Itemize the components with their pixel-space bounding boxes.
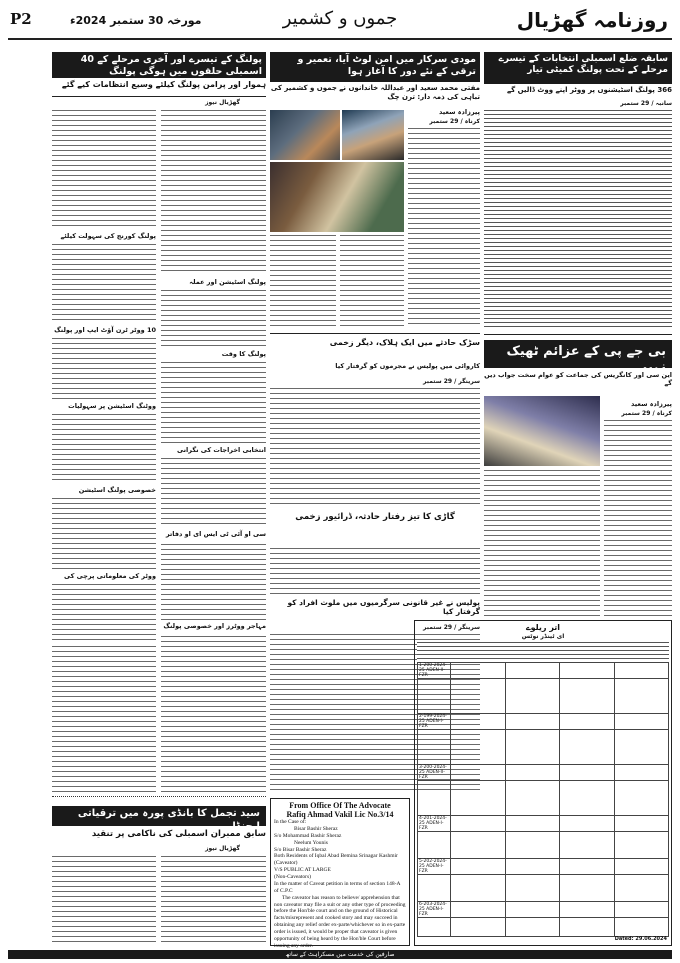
article-text-block bbox=[604, 420, 672, 616]
article-text-block bbox=[161, 290, 266, 348]
news-photo bbox=[342, 110, 404, 160]
article-text-block bbox=[52, 110, 156, 230]
table-row bbox=[418, 859, 669, 875]
notice-line: In the matter of Caveat petition in terms of section 148-A of C.P.C bbox=[274, 880, 401, 894]
article-text-block bbox=[270, 235, 336, 328]
article-text-block bbox=[408, 128, 480, 328]
article-text-block bbox=[161, 110, 266, 275]
tender-ref: 5-202-2024-25 ADEN-I-FZR bbox=[418, 859, 451, 875]
table-row bbox=[418, 730, 669, 765]
table-row bbox=[418, 781, 669, 816]
left-subhead-5: ووٹنگ اسٹیشن پر سہولیات bbox=[68, 402, 156, 410]
table-row bbox=[418, 663, 669, 679]
article-text-block bbox=[161, 544, 266, 620]
center-mid-dateline-2: سرینگر / 29 ستمبر bbox=[423, 624, 480, 631]
notice-title: From Office Of The Advocate bbox=[289, 801, 391, 810]
table-row bbox=[418, 679, 669, 714]
center-headline: مودی سرکار میں امن لوٹ آیا، تعمیر و ترقی کے نئے دور کا آغاز ہوا bbox=[270, 52, 480, 82]
bottom-left-byline: گھڑیال نیوز bbox=[205, 845, 240, 852]
left-headline: پولنگ کے تیسرے اور آخری مرحلے کے 40 اسمبلی حلقوں میں ہوگی پولنگ bbox=[52, 52, 266, 78]
bottom-left-headline: سید تجمل کا بانڈی پورہ میں ترقیاتی ایجنڈا bbox=[52, 806, 266, 826]
page-number: P2 bbox=[10, 10, 32, 28]
notice-line: S/o Mohammad Bashir Sheraz bbox=[274, 832, 342, 839]
article-text-block bbox=[52, 498, 156, 570]
tender-ref: 3-200-2024-25 ADEN-II-FZR bbox=[418, 765, 451, 781]
article-text-block bbox=[484, 470, 600, 616]
tender-notice bbox=[414, 620, 672, 946]
table-row bbox=[418, 875, 669, 902]
center-dateline: کرناہ / 29 ستمبر bbox=[429, 118, 480, 125]
tender-title: اتر ریلوے bbox=[525, 623, 561, 632]
table-row bbox=[418, 765, 669, 781]
tender-ref: 4-201-2024-25 ADEN-I-FZR bbox=[418, 816, 451, 832]
center-mid-headline: سڑک حادثے میں ایک ہلاک، دیگر زخمی bbox=[329, 338, 480, 347]
article-text-block bbox=[52, 856, 156, 946]
tender-ref: 1-200-2024-25 ADEN-II-FZR bbox=[418, 663, 451, 679]
center-mid-dateline: سرینگر / 29 ستمبر bbox=[423, 378, 480, 385]
divider bbox=[270, 333, 480, 334]
center-mid-headline-2: پولیس نے غیر قانونی سرگرمیوں میں ملوث افراد کو گرفتار کیا bbox=[287, 598, 480, 617]
bottom-left-subhead: سابق ممبران اسمبلی کی ناکامی پر تنقید bbox=[91, 829, 266, 839]
center-byline: پیرزادہ سعید bbox=[439, 108, 480, 116]
politician-photo bbox=[484, 396, 600, 466]
right-middle-headline: بی جے پی کے عزائم ٹھیک نہیں bbox=[484, 340, 672, 368]
article-text-block bbox=[52, 338, 156, 400]
article-text-block bbox=[161, 856, 266, 946]
article-text-block bbox=[270, 548, 480, 596]
table-row bbox=[418, 918, 669, 937]
article-text-block bbox=[52, 646, 156, 792]
table-row bbox=[418, 816, 669, 832]
divider bbox=[52, 96, 266, 97]
newspaper-name: روزنامہ گھڑیال bbox=[516, 8, 668, 32]
notice-subtitle: Rafiq Ahmad Vakil Lic No.3/14 bbox=[286, 810, 394, 819]
right-middle-byline: پیرزادہ سعید bbox=[631, 400, 672, 408]
news-photo bbox=[270, 110, 340, 160]
issue-date: مورخہ 30 ستمبر 2024ء bbox=[70, 14, 202, 27]
right-middle-dateline: کرناہ / 29 ستمبر bbox=[621, 410, 672, 417]
tender-table bbox=[417, 662, 669, 937]
table-row bbox=[418, 832, 669, 859]
right-top-subhead: 366 پولنگ اسٹیشنوں پر ووٹر اپنے ووٹ ڈالیں گے bbox=[507, 86, 672, 94]
right-top-dateline: سانبہ / 29 ستمبر bbox=[620, 100, 672, 107]
notice-line: Both Residents of Iqbal Abad Bemina Srinagar Kashmir bbox=[274, 853, 398, 860]
article-text-block bbox=[161, 636, 266, 792]
left-subhead-6: انتخابی اخراجات کی نگرانی bbox=[177, 446, 266, 454]
rally-photo bbox=[270, 162, 404, 232]
center-mid-subhead: کاروائی میں پولیس نے مجرموں کو گرفتار کیا bbox=[335, 362, 480, 370]
article-text-block bbox=[484, 110, 672, 330]
table-row bbox=[418, 902, 669, 918]
footer-slogan: صارفین کی خدمت میں مسکراہٹ کے ساتھ bbox=[8, 950, 672, 959]
divider bbox=[52, 796, 266, 800]
left-subhead-2: 10 ووٹر ٹرن آؤٹ ایپ اور پولنگ bbox=[54, 326, 156, 334]
notice-line: In the Case of: bbox=[274, 819, 307, 825]
left-subhead: ہموار اور پرامن پولنگ کیلئے وسیع انتظامات کیے گئے bbox=[61, 80, 266, 89]
table-row bbox=[418, 714, 669, 730]
left-subhead-9: ووٹر کی معلوماتی پرچی کی bbox=[64, 572, 156, 580]
left-byline: گھڑیال نیوز bbox=[205, 99, 240, 106]
article-text-block bbox=[52, 414, 156, 484]
left-subhead-1: پولنگ کورنج کی سہولت کیلئے bbox=[60, 232, 156, 240]
advocate-notice bbox=[270, 798, 410, 949]
article-text-block bbox=[340, 235, 404, 328]
article-text-block bbox=[270, 388, 480, 508]
left-subhead-7: خصوصی پولنگ اسٹیشن bbox=[78, 486, 156, 494]
tender-subtitle: ای ٹینڈر نوٹس bbox=[521, 633, 565, 640]
tender-intro-text bbox=[417, 642, 669, 660]
article-text-block bbox=[52, 244, 156, 324]
article-text-block bbox=[52, 584, 156, 644]
article-text-block bbox=[161, 362, 266, 444]
notice-line: S/o Bisar Bashir Sheraz bbox=[274, 846, 327, 853]
notice-line: (Caveator) bbox=[274, 860, 298, 867]
notice-line: The caveator has reason to believe/ apprehension that non caveator may file a suit or any other type of proceeding before the Hon'ble court and on the ground of Historical facts/misrepresent and cooked story and may succeed in obtaining any relief order ex-parte/whichever so in ex-parte order is issued, it would be proper that caveator is given opportunity of being heard by the Hon'ble Court before issuing any order. bbox=[274, 894, 406, 949]
right-top-headline: سابقہ ضلع اسمبلی انتخابات کے تیسرے مرحلے کے تحت پولنگ کمیٹی تیار bbox=[484, 52, 672, 84]
notice-line: Bisar Bashir Sheraz bbox=[294, 825, 338, 832]
tender-dated: Dated: 29.06.2024 bbox=[614, 936, 667, 942]
left-subhead-3: پولنگ اسٹیشن اور عملہ bbox=[189, 278, 266, 286]
tender-ref: 6-203-2024-25 ADEN-I-FZR bbox=[418, 902, 451, 918]
article-text-block bbox=[161, 458, 266, 528]
left-subhead-10: مہاجر ووٹرز اور خصوصی پولنگ bbox=[163, 622, 266, 630]
region-title: جموں و کشمیر bbox=[282, 8, 398, 29]
center-subhead: مفتی محمد سعید اور عبداللہ خاندانوں نے جموں و کشمیر کی تباہی کی ذمہ دار: ترن چگ bbox=[270, 84, 480, 101]
notice-line: Neelum Younis bbox=[294, 839, 328, 846]
center-mid-subhead-2: گاڑی کا تیز رفتار حادثہ، ڈرائیور زخمی bbox=[295, 512, 455, 522]
notice-line: (Non-Caveators) bbox=[274, 874, 311, 880]
left-subhead-4: پولنگ کا وقت bbox=[221, 350, 266, 358]
notice-line: V/S PUBLIC AT LARGE bbox=[274, 867, 331, 874]
tender-ref: 2-199-2024-25 ADEN-I-FZR bbox=[418, 714, 451, 730]
right-middle-subhead: این سی اور کانگریس کی جماعت کو عوام سخت جواب دیں گے bbox=[484, 371, 672, 388]
divider bbox=[484, 334, 672, 335]
left-subhead-8: سی او آئی ٹی ایس ای او دفاتر bbox=[165, 530, 266, 538]
